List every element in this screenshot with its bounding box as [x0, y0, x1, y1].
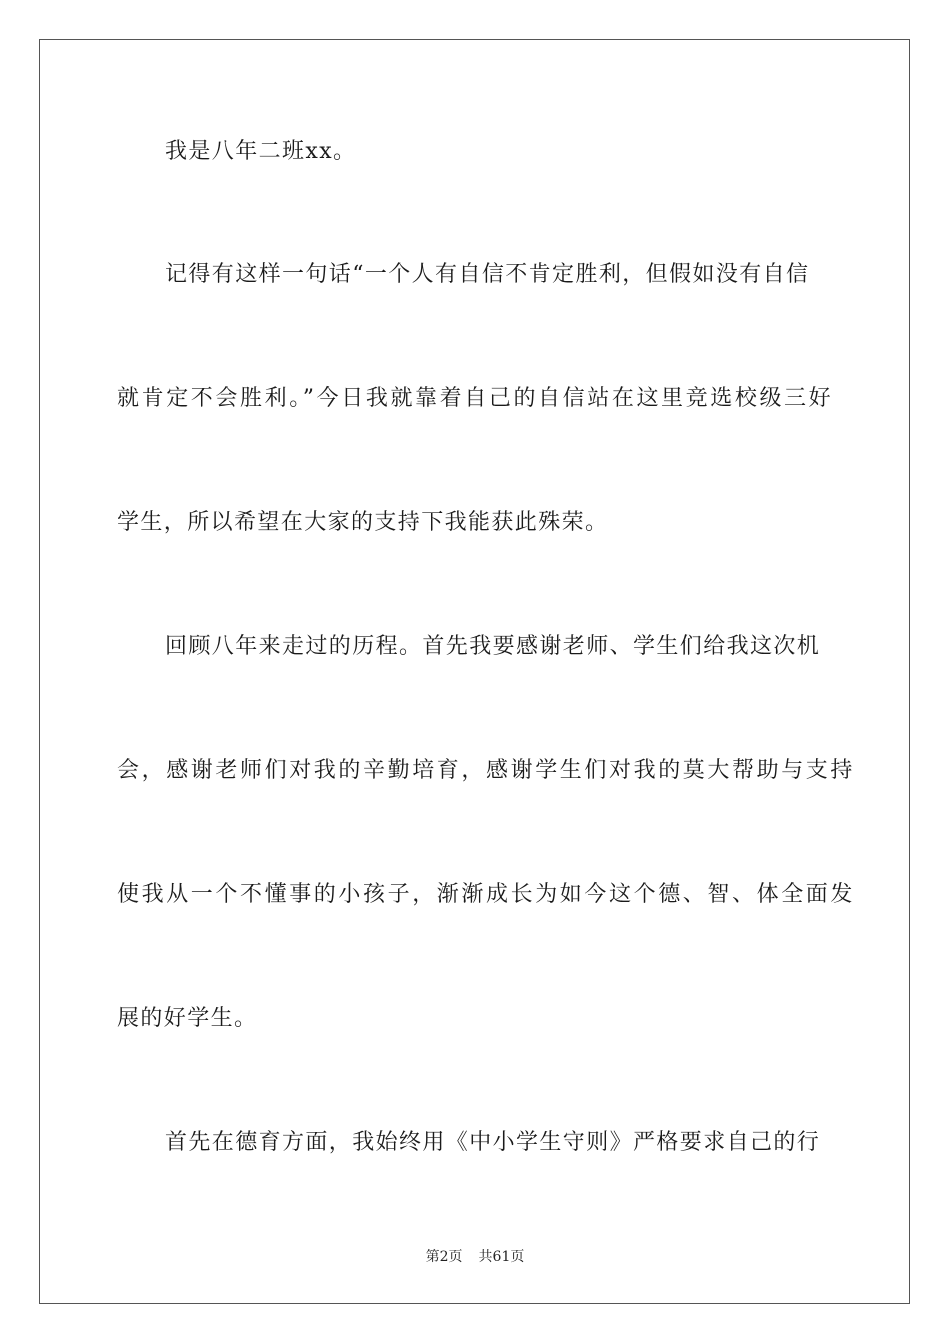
paragraph-line: 展的好学生。: [117, 1006, 258, 1031]
paragraph-line: 使我从一个不懂事的小孩子，渐渐成长为如今这个德、智、体全面发: [117, 882, 856, 907]
paragraph-line: 会，感谢老师们对我的辛勤培育，感谢学生们对我的莫大帮助与支持: [117, 758, 856, 783]
paragraph-line: 学生，所以希望在大家的支持下我能获此殊荣。: [117, 510, 609, 535]
paragraph-line: 我是八年二班xx。: [165, 139, 357, 164]
paragraph-line: 回顾八年来走过的历程。首先我要感谢老师、学生们给我这次机: [165, 634, 821, 659]
paragraph-line: 就肯定不会胜利。”今日我就靠着自己的自信站在这里竞选校级三好: [117, 386, 834, 411]
page-border: [39, 39, 910, 1304]
page-number: 第2页: [425, 1249, 463, 1265]
total-pages: 共61页: [478, 1249, 525, 1265]
page-footer: [0, 1247, 950, 1267]
paragraph-line: 首先在德育方面，我始终用《中小学生守则》严格要求自己的行: [165, 1130, 821, 1155]
paragraph-line: 记得有这样一句话“一个人有自信不肯定胜利，但假如没有自信: [165, 262, 810, 287]
